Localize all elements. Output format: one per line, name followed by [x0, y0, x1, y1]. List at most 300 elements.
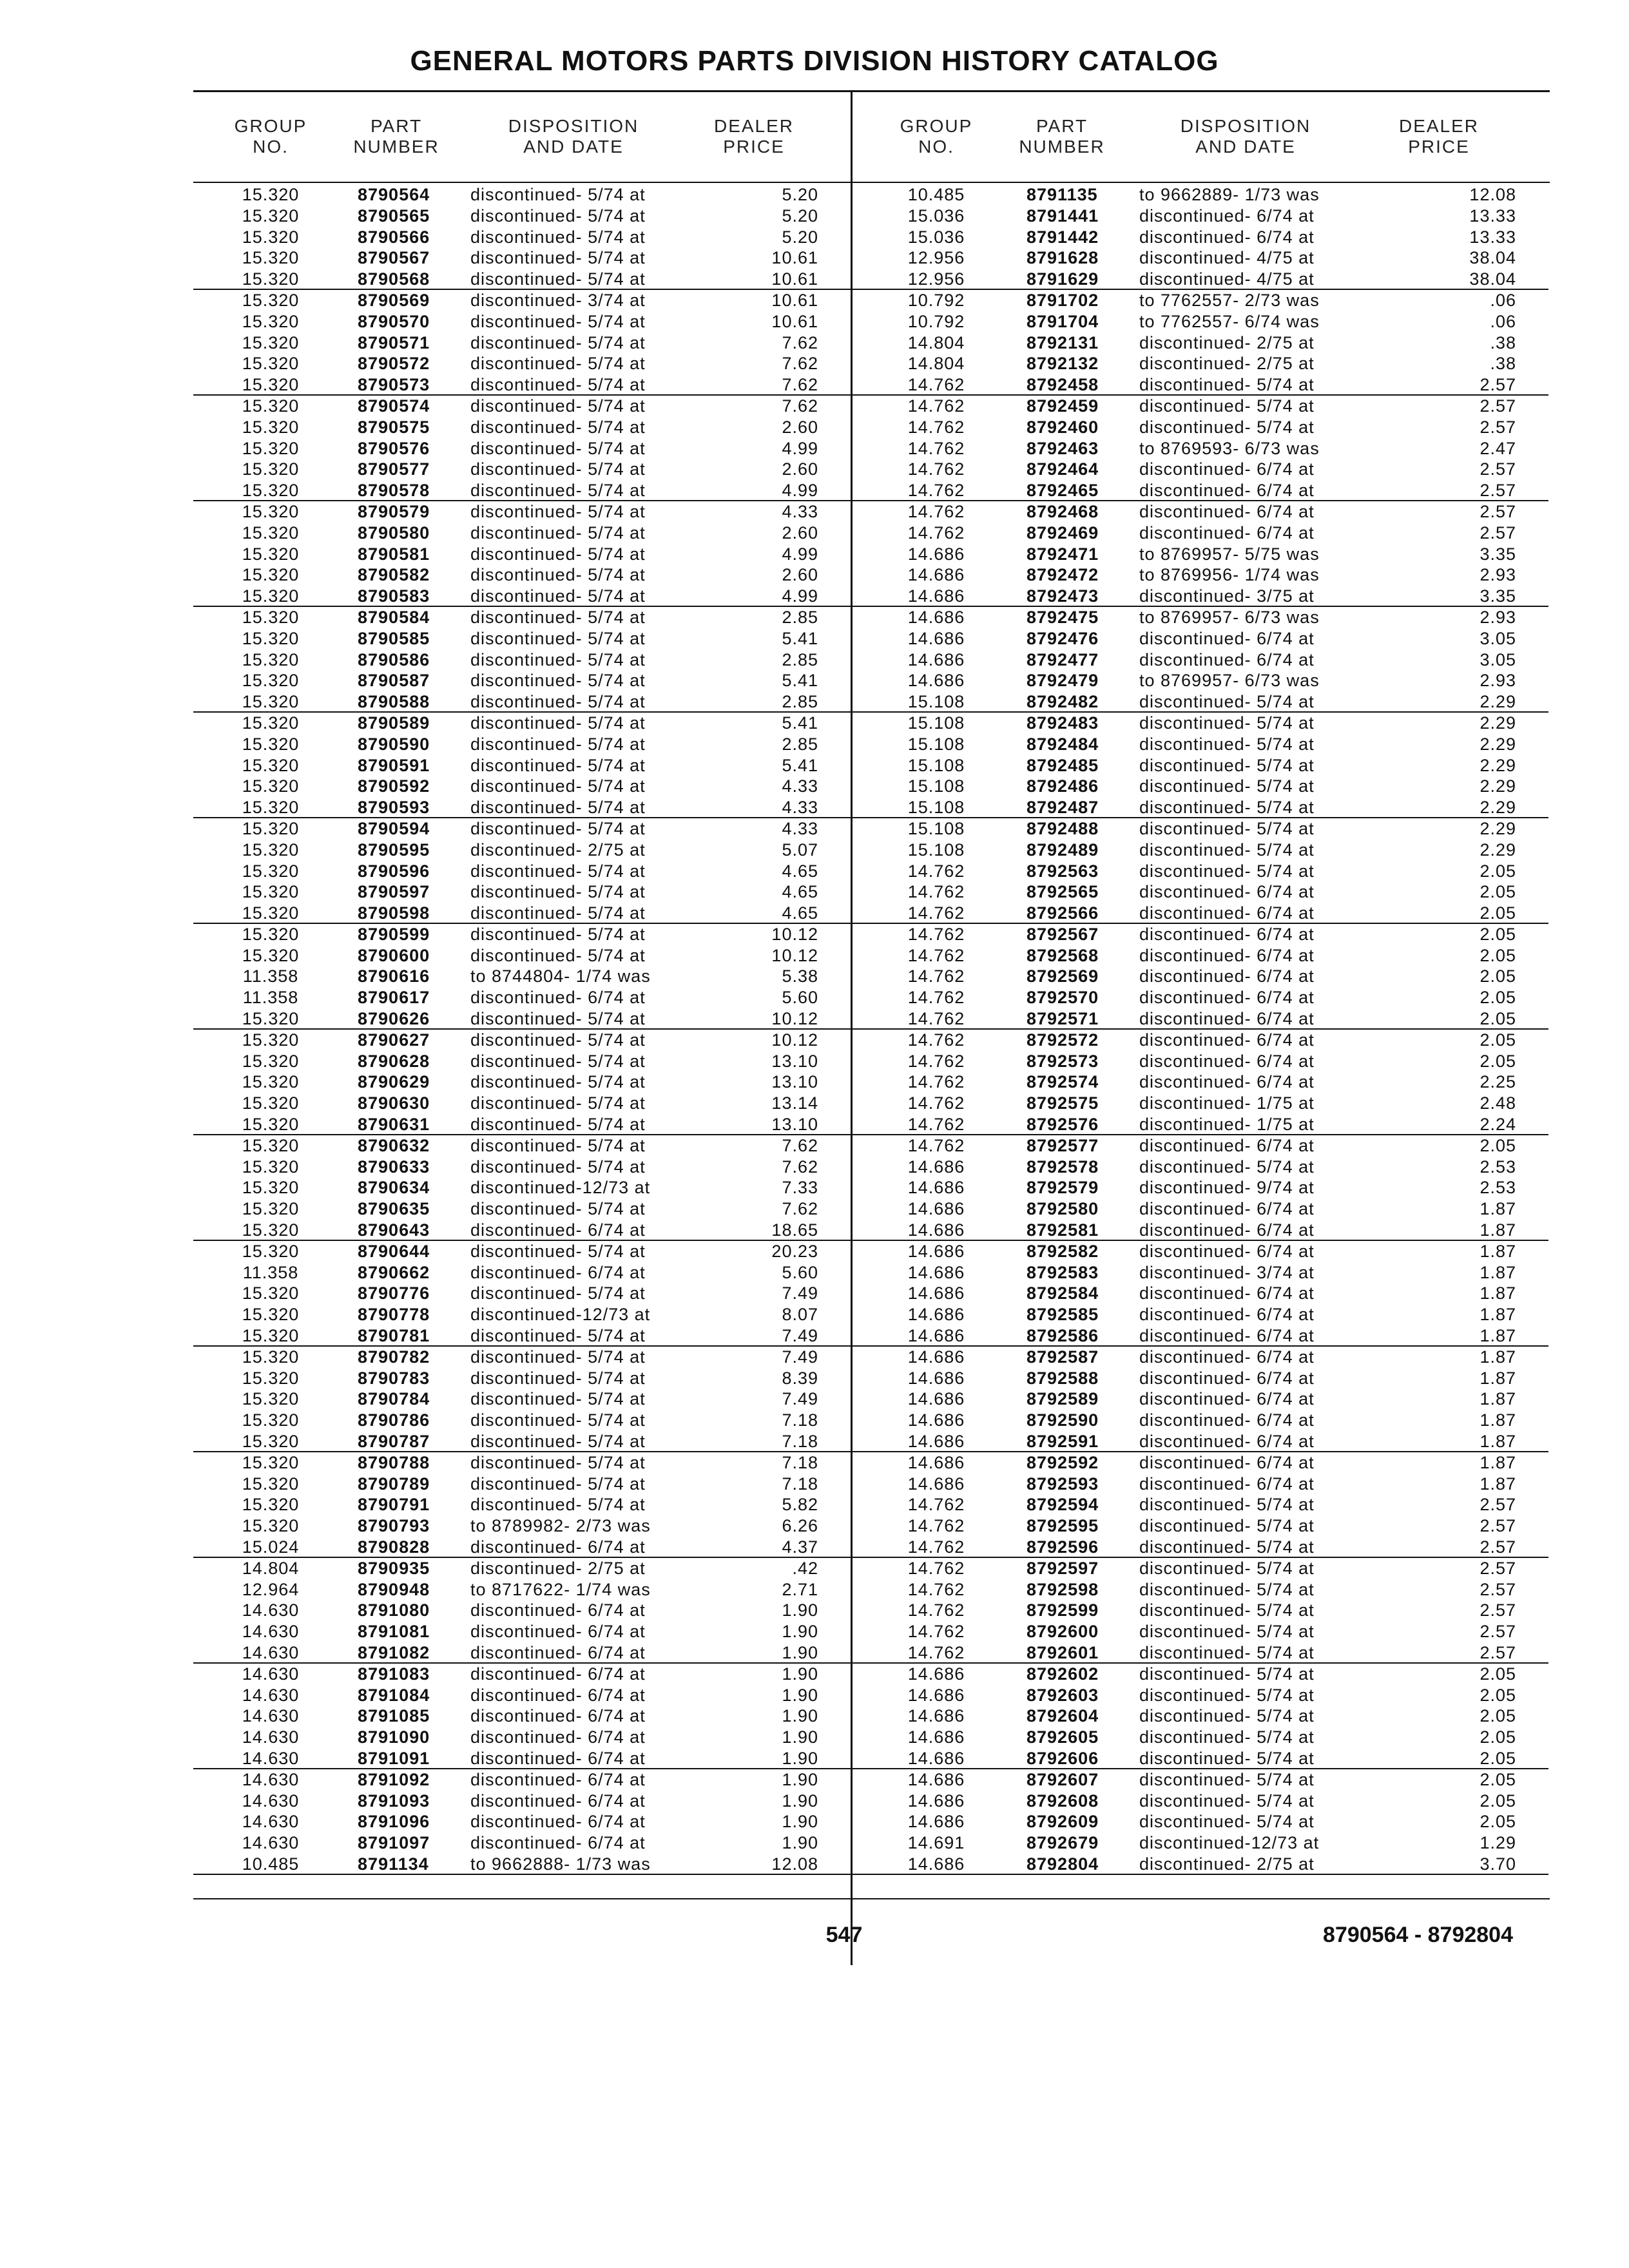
table-row — [853, 459, 1548, 480]
dealer-price: .42 — [792, 1558, 818, 1578]
bottom-rule — [193, 1898, 1550, 1899]
part-number: 8790583 — [358, 586, 430, 606]
group-number: 14.686 — [907, 628, 965, 648]
disposition: discontinued- 5/74 at — [470, 396, 646, 416]
table-row — [853, 1452, 1548, 1474]
disposition: discontinued- 5/74 at — [470, 248, 646, 268]
group-number: 15.320 — [242, 1009, 300, 1029]
table-row — [193, 734, 851, 755]
disposition: discontinued- 5/74 at — [470, 1410, 646, 1430]
disposition: discontinued- 5/74 at — [470, 332, 646, 352]
group-number: 15.320 — [242, 649, 300, 669]
table-row — [193, 438, 851, 459]
dealer-price: 4.99 — [782, 586, 818, 606]
dealer-price: 2.57 — [1480, 1579, 1516, 1599]
disposition: discontinued- 5/74 at — [1139, 755, 1315, 775]
group-number: 15.320 — [242, 1283, 300, 1303]
group-number: 14.762 — [907, 945, 965, 965]
dealer-price: 4.65 — [782, 861, 818, 881]
disposition: discontinued- 2/75 at — [470, 1558, 646, 1578]
part-number: 8790627 — [358, 1030, 430, 1050]
group-number: 15.024 — [242, 1537, 300, 1557]
part-number: 8790592 — [358, 776, 430, 796]
group-number: 14.686 — [907, 1262, 965, 1282]
dealer-price-header — [1368, 116, 1510, 157]
dealer-price: 2.57 — [1480, 1495, 1516, 1515]
group-number: 15.320 — [242, 1030, 300, 1050]
group-number: 14.686 — [907, 1791, 965, 1811]
disposition: discontinued- 6/74 at — [1139, 523, 1315, 543]
table-row — [193, 903, 851, 924]
table-row — [193, 1791, 851, 1812]
group-number: 14.630 — [242, 1600, 300, 1620]
table-row — [853, 1093, 1548, 1114]
table-row — [853, 1325, 1548, 1347]
dealer-price: 4.99 — [782, 438, 818, 458]
dealer-price: 13.10 — [771, 1072, 818, 1092]
dealer-price: 2.48 — [1480, 1093, 1516, 1113]
part-number: 8791442 — [1027, 227, 1099, 247]
part-number: 8791090 — [358, 1727, 430, 1747]
header-line: DISPOSITION — [1180, 116, 1311, 136]
dealer-price: 3.05 — [1480, 628, 1516, 648]
dealer-price: .38 — [1490, 354, 1516, 374]
disposition: discontinued- 5/74 at — [470, 1432, 646, 1452]
part-number: 8790789 — [358, 1474, 430, 1494]
group-number: 14.630 — [242, 1791, 300, 1811]
table-row — [193, 1748, 851, 1769]
header-line: GROUP — [900, 116, 973, 136]
group-number: 11.358 — [242, 966, 299, 986]
table-row — [853, 734, 1548, 755]
group-number: 14.804 — [907, 354, 965, 374]
header-line: PART — [370, 116, 423, 136]
dealer-price: 7.62 — [782, 375, 818, 395]
disposition: to 8744804- 1/74 was — [470, 966, 651, 986]
disposition: discontinued- 5/74 at — [470, 269, 646, 289]
table-row — [853, 924, 1548, 945]
dealer-price: 1.87 — [1480, 1389, 1516, 1409]
dealer-price: 5.41 — [782, 671, 818, 691]
part-number: 8791081 — [358, 1622, 430, 1642]
table-row — [193, 1030, 851, 1051]
part-number: 8790793 — [358, 1516, 430, 1536]
group-number: 14.686 — [907, 1347, 965, 1367]
header-line: DEALER — [1398, 116, 1480, 136]
group-number: 14.686 — [907, 1854, 965, 1874]
group-number: 14.762 — [907, 1600, 965, 1620]
dealer-price: 2.57 — [1480, 501, 1516, 521]
dealer-price: 10.61 — [771, 290, 818, 310]
dealer-price: 3.35 — [1480, 544, 1516, 564]
table-row — [193, 1811, 851, 1832]
table-row — [853, 1621, 1548, 1642]
group-number: 14.762 — [907, 1093, 965, 1113]
part-number: 8790782 — [358, 1347, 430, 1367]
disposition: discontinued- 5/74 at — [470, 1115, 646, 1135]
dealer-price: 10.61 — [771, 269, 818, 289]
table-row — [193, 1706, 851, 1727]
dealer-price: 1.90 — [782, 1769, 818, 1789]
part-number: 8792472 — [1027, 565, 1099, 585]
disposition: discontinued- 5/74 at — [470, 861, 646, 881]
group-number: 14.686 — [907, 1727, 965, 1747]
dealer-price: 18.65 — [771, 1220, 818, 1240]
dealer-price: 2.60 — [782, 459, 818, 479]
table-row — [193, 966, 851, 987]
disposition: discontinued- 1/75 at — [1139, 1093, 1315, 1113]
table-row — [853, 227, 1548, 248]
right-column-headers — [853, 116, 1548, 168]
part-number: 8790781 — [358, 1326, 430, 1346]
part-number: 8792486 — [1027, 776, 1099, 796]
dealer-price: 7.18 — [782, 1474, 818, 1494]
group-number: 14.630 — [242, 1685, 300, 1705]
disposition: discontinued- 5/74 at — [1139, 1812, 1315, 1832]
table-row — [853, 247, 1548, 269]
group-number: 14.686 — [907, 1326, 965, 1346]
table-row — [853, 713, 1548, 734]
part-number: 8790569 — [358, 290, 430, 310]
disposition: to 9662889- 1/73 was — [1139, 185, 1320, 204]
group-number: 15.320 — [242, 798, 300, 818]
dealer-price: 2.05 — [1480, 966, 1516, 986]
table-row — [853, 206, 1548, 227]
group-number: 11.358 — [242, 988, 299, 1008]
part-number: 8791082 — [358, 1642, 430, 1662]
part-number: 8790948 — [358, 1579, 430, 1599]
dealer-price: 10.61 — [771, 248, 818, 268]
table-row — [853, 797, 1548, 818]
part-number: 8792597 — [1027, 1558, 1099, 1578]
dealer-price: 13.33 — [1469, 227, 1516, 247]
table-row — [853, 396, 1548, 417]
dealer-price: 12.08 — [771, 1854, 818, 1874]
part-number: 8790572 — [358, 354, 430, 374]
table-row — [193, 691, 851, 713]
group-number: 14.691 — [907, 1833, 965, 1853]
disposition: to 8717622- 1/74 was — [470, 1579, 651, 1599]
table-row — [193, 1769, 851, 1791]
dealer-price: 2.05 — [1480, 1812, 1516, 1832]
group-number: 15.320 — [242, 924, 300, 944]
dealer-price: 2.53 — [1480, 1157, 1516, 1177]
group-number: 14.686 — [907, 1368, 965, 1388]
table-row — [853, 670, 1548, 691]
disposition: discontinued- 5/74 at — [1139, 1685, 1315, 1705]
part-number: 8790570 — [358, 311, 430, 331]
group-number: 15.320 — [242, 1093, 300, 1113]
part-number: 8792602 — [1027, 1664, 1099, 1684]
part-number: 8792580 — [1027, 1199, 1099, 1219]
part-number: 8792567 — [1027, 924, 1099, 944]
disposition: discontinued- 5/74 at — [470, 459, 646, 479]
disposition: discontinued- 2/75 at — [1139, 354, 1315, 374]
disposition: discontinued- 6/74 at — [1139, 988, 1315, 1008]
disposition: discontinued- 5/74 at — [470, 544, 646, 564]
disposition: discontinued- 5/74 at — [470, 1072, 646, 1092]
table-row — [853, 1283, 1548, 1304]
disposition: to 8769593- 6/73 was — [1139, 438, 1320, 458]
group-number: 15.320 — [242, 1157, 300, 1177]
table-row — [193, 1220, 851, 1241]
disposition: discontinued- 6/74 at — [1139, 1432, 1315, 1452]
part-number: 8790630 — [358, 1093, 430, 1113]
dealer-price: 5.41 — [782, 713, 818, 733]
part-number: 8792575 — [1027, 1093, 1099, 1113]
dealer-price: 7.62 — [782, 1199, 818, 1219]
group-number: 15.320 — [242, 818, 300, 838]
disposition: discontinued-12/73 at — [470, 1305, 651, 1325]
dealer-price: 7.62 — [782, 354, 818, 374]
dealer-price: 2.85 — [782, 692, 818, 712]
part-number: 8792573 — [1027, 1051, 1099, 1071]
table-row — [853, 1748, 1548, 1769]
dealer-price: 1.87 — [1480, 1432, 1516, 1452]
disposition: discontinued- 5/74 at — [470, 417, 646, 437]
dealer-price: 1.90 — [782, 1727, 818, 1747]
disposition: discontinued- 6/74 at — [1139, 649, 1315, 669]
disposition: discontinued- 6/74 at — [1139, 1051, 1315, 1071]
part-number: 8792579 — [1027, 1178, 1099, 1198]
disposition: discontinued- 6/74 at — [1139, 945, 1315, 965]
dealer-price: 2.60 — [782, 417, 818, 437]
group-number: 14.686 — [907, 586, 965, 606]
table-row — [193, 861, 851, 882]
table-row — [853, 332, 1548, 354]
group-number: 14.686 — [907, 1706, 965, 1726]
disposition: discontinued- 5/74 at — [470, 311, 646, 331]
disposition: to 8769957- 5/75 was — [1139, 544, 1320, 564]
group-number: 14.762 — [907, 1072, 965, 1092]
dealer-price: .06 — [1490, 290, 1516, 310]
dealer-price: 5.60 — [782, 1262, 818, 1282]
part-number: 8792479 — [1027, 671, 1099, 691]
group-number: 15.108 — [907, 840, 965, 860]
group-number: 15.320 — [242, 776, 300, 796]
part-number: 8792569 — [1027, 966, 1099, 986]
group-number: 14.762 — [907, 481, 965, 501]
dealer-price: 5.38 — [782, 966, 818, 986]
table-row — [193, 1198, 851, 1220]
group-number: 14.804 — [907, 332, 965, 352]
group-number: 14.686 — [907, 1474, 965, 1494]
dealer-price: 1.90 — [782, 1748, 818, 1768]
group-number: 15.108 — [907, 734, 965, 754]
part-number: 8792485 — [1027, 755, 1099, 775]
table-row — [853, 1008, 1548, 1030]
part-number: 8790597 — [358, 882, 430, 902]
group-number: 15.320 — [242, 417, 300, 437]
disposition: discontinued- 6/74 at — [470, 1706, 646, 1726]
table-row — [193, 1579, 851, 1600]
group-number: 12.964 — [242, 1579, 300, 1599]
dealer-price: 7.49 — [782, 1347, 818, 1367]
disposition: discontinued- 6/74 at — [470, 1537, 646, 1557]
table-row — [193, 417, 851, 438]
group-number: 15.320 — [242, 861, 300, 881]
table-row — [853, 1389, 1548, 1410]
table-row — [193, 480, 851, 501]
disposition: discontinued- 5/74 at — [470, 734, 646, 754]
part-number: 8792484 — [1027, 734, 1099, 754]
group-number: 10.792 — [907, 290, 965, 310]
group-number: 14.762 — [907, 1051, 965, 1071]
table-row — [853, 1177, 1548, 1198]
dealer-price: 2.29 — [1480, 798, 1516, 818]
disposition: discontinued- 5/74 at — [470, 671, 646, 691]
part-number: 8791084 — [358, 1685, 430, 1705]
part-number: 8791085 — [358, 1706, 430, 1726]
dealer-price: 2.57 — [1480, 1622, 1516, 1642]
part-number: 8792565 — [1027, 882, 1099, 902]
dealer-price: 1.87 — [1480, 1410, 1516, 1430]
part-number: 8792603 — [1027, 1685, 1099, 1705]
part-number: 8790585 — [358, 628, 430, 648]
group-number: 14.686 — [907, 1452, 965, 1472]
group-number: 15.320 — [242, 1115, 300, 1135]
table-row — [853, 1114, 1548, 1135]
disposition: discontinued- 5/74 at — [1139, 1727, 1315, 1747]
part-number: 8792584 — [1027, 1283, 1099, 1303]
group-number: 14.686 — [907, 1748, 965, 1768]
part-number: 8790594 — [358, 818, 430, 838]
disposition: discontinued- 5/74 at — [1139, 1600, 1315, 1620]
group-number: 14.762 — [907, 1516, 965, 1536]
disposition: to 7762557- 2/73 was — [1139, 290, 1320, 310]
dealer-price: 7.62 — [782, 1157, 818, 1177]
disposition: to 8769957- 6/73 was — [1139, 607, 1320, 627]
table-row — [193, 1093, 851, 1114]
part-number: 8792563 — [1027, 861, 1099, 881]
table-row — [853, 1600, 1548, 1621]
group-number: 12.956 — [907, 269, 965, 289]
group-number: 14.762 — [907, 1537, 965, 1557]
disposition: to 9662888- 1/73 was — [470, 1854, 651, 1874]
disposition: discontinued- 3/74 at — [1139, 1262, 1315, 1282]
part-number: 8792131 — [1027, 332, 1099, 352]
dealer-price: 5.41 — [782, 628, 818, 648]
dealer-price: 7.62 — [782, 396, 818, 416]
table-row — [853, 417, 1548, 438]
dealer-price: 4.99 — [782, 481, 818, 501]
part-number: 8792587 — [1027, 1347, 1099, 1367]
dealer-price: 2.93 — [1480, 607, 1516, 627]
group-number: 15.320 — [242, 396, 300, 416]
dealer-price: 2.05 — [1480, 1791, 1516, 1811]
part-number: 8792469 — [1027, 523, 1099, 543]
group-number: 14.686 — [907, 565, 965, 585]
part-number: 8790599 — [358, 924, 430, 944]
page-number: 547 — [825, 1923, 863, 1947]
dealer-price: 2.29 — [1480, 713, 1516, 733]
part-number: 8792464 — [1027, 459, 1099, 479]
group-number: 15.320 — [242, 586, 300, 606]
table-row — [193, 818, 851, 840]
disposition: discontinued- 5/74 at — [470, 903, 646, 923]
dealer-price: 4.33 — [782, 798, 818, 818]
table-row — [193, 1241, 851, 1262]
dealer-price: 5.41 — [782, 755, 818, 775]
table-row — [193, 459, 851, 480]
table-row — [853, 1515, 1548, 1537]
disposition: discontinued- 5/74 at — [470, 1093, 646, 1113]
part-number: 8790580 — [358, 523, 430, 543]
disposition: discontinued- 5/74 at — [470, 924, 646, 944]
part-number: 8791092 — [358, 1769, 430, 1789]
table-row — [853, 1262, 1548, 1283]
table-row — [853, 1135, 1548, 1157]
table-row — [193, 269, 851, 290]
dealer-price: 1.90 — [782, 1706, 818, 1726]
table-row — [193, 1347, 851, 1368]
dealer-price: 1.29 — [1480, 1833, 1516, 1853]
disposition: discontinued- 5/74 at — [470, 1326, 646, 1346]
dealer-price: 5.82 — [782, 1495, 818, 1515]
part-number-header — [991, 116, 1133, 157]
disposition: discontinued- 2/75 at — [1139, 332, 1315, 352]
part-number: 8790567 — [358, 248, 430, 268]
dealer-price: 4.33 — [782, 818, 818, 838]
table-row — [193, 1621, 851, 1642]
disposition: discontinued- 5/74 at — [470, 692, 646, 712]
dealer-price: 4.65 — [782, 903, 818, 923]
table-row — [853, 1304, 1548, 1325]
dealer-price: 4.33 — [782, 776, 818, 796]
dealer-price: 1.90 — [782, 1664, 818, 1684]
disposition: discontinued- 5/74 at — [470, 1135, 646, 1155]
disposition: discontinued- 5/74 at — [470, 1241, 646, 1261]
disposition: discontinued- 5/74 at — [1139, 798, 1315, 818]
part-number-header — [325, 116, 467, 157]
group-number: 14.630 — [242, 1642, 300, 1662]
dealer-price: 1.87 — [1480, 1220, 1516, 1240]
table-row — [853, 1769, 1548, 1791]
table-row — [853, 903, 1548, 924]
table-row — [853, 818, 1548, 840]
group-number: 15.108 — [907, 776, 965, 796]
group-number: 10.792 — [907, 311, 965, 331]
disposition: discontinued- 5/74 at — [470, 438, 646, 458]
part-number: 8792595 — [1027, 1516, 1099, 1536]
part-number: 8792468 — [1027, 501, 1099, 521]
part-number: 8792476 — [1027, 628, 1099, 648]
table-row — [193, 1389, 851, 1410]
disposition: discontinued- 5/74 at — [470, 1347, 646, 1367]
disposition: discontinued- 5/74 at — [1139, 1622, 1315, 1642]
group-number: 14.630 — [242, 1727, 300, 1747]
disposition: discontinued- 5/74 at — [470, 185, 646, 204]
table-row — [853, 374, 1548, 396]
disposition: discontinued- 5/74 at — [470, 713, 646, 733]
disposition: discontinued- 5/74 at — [1139, 1558, 1315, 1578]
table-row — [853, 1347, 1548, 1368]
part-number: 8792679 — [1027, 1833, 1099, 1853]
dealer-price: 10.12 — [771, 924, 818, 944]
group-number: 14.762 — [907, 417, 965, 437]
part-number: 8792570 — [1027, 988, 1099, 1008]
group-number: 15.320 — [242, 671, 300, 691]
part-number: 8792578 — [1027, 1157, 1099, 1177]
table-row — [193, 607, 851, 628]
group-number: 15.320 — [242, 1051, 300, 1071]
group-number: 15.320 — [242, 269, 300, 289]
table-row — [853, 184, 1548, 206]
disposition: discontinued- 5/74 at — [1139, 1579, 1315, 1599]
dealer-price: 38.04 — [1469, 248, 1516, 268]
dealer-price: 1.90 — [782, 1685, 818, 1705]
part-number: 8790566 — [358, 227, 430, 247]
